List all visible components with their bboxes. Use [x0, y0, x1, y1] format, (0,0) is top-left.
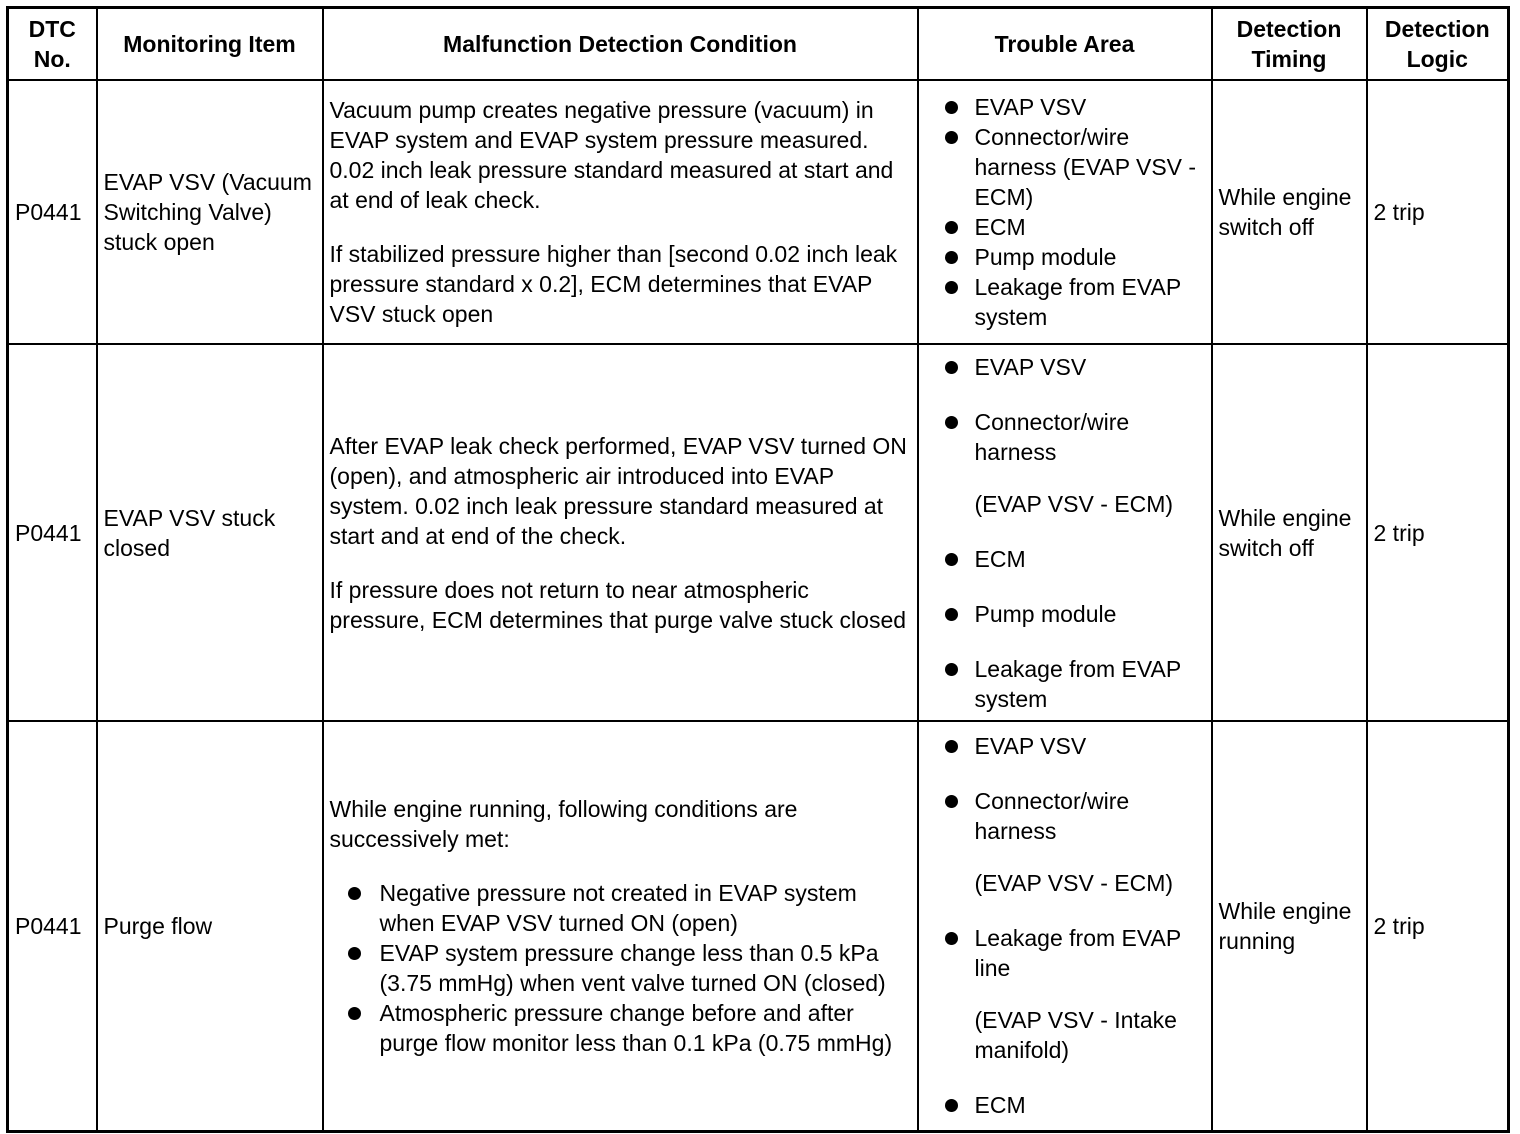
- list-item: ECM: [925, 544, 1205, 574]
- dtc-code: P0441: [8, 80, 97, 344]
- dtc-code: P0441: [8, 721, 97, 1131]
- list-item: EVAP system pressure change less than 0.5 kPa (3.75 mmHg) when vent valve turned ON (closed): [330, 938, 911, 998]
- detection-logic: 2 trip: [1367, 344, 1509, 721]
- header-detection-logic: Detection Logic: [1367, 8, 1509, 81]
- condition-cell: [323, 344, 918, 721]
- list-item: EVAP VSV: [925, 352, 1205, 382]
- header-condition: Malfunction Detection Condition: [323, 8, 918, 81]
- list-item: Leakage from EVAP line: [925, 923, 1205, 983]
- monitoring-item: EVAP VSV stuck closed: [97, 344, 323, 721]
- condition-list: [330, 878, 911, 1058]
- header-detection-timing: Detection Timing: [1212, 8, 1367, 81]
- list-item: Negative pressure not created in EVAP system when EVAP VSV turned ON (open): [330, 878, 911, 938]
- monitoring-item: EVAP VSV (Vacuum Switching Valve) stuck open: [97, 80, 323, 344]
- header-monitoring-item: Monitoring Item: [97, 8, 323, 81]
- condition-text: If stabilized pressure higher than [second 0.02 inch leak pressure standard x 0.2], ECM determines that EVAP VSV stuck open: [329, 241, 898, 327]
- condition-text: If pressure does not return to near atmospheric pressure, ECM determines that purge valve stuck closed: [329, 576, 907, 633]
- header-row: [8, 8, 1509, 81]
- table-row: [8, 80, 1509, 344]
- detection-logic: 2 trip: [1367, 80, 1509, 344]
- condition-text: After EVAP leak check performed, EVAP VSV turned ON (open), and atmospheric air introduced into EVAP system. 0.02 inch leak pressure standard measured at start and at end of the check.: [329, 432, 907, 549]
- condition-text: While engine running, following conditions are successively met:: [329, 795, 798, 852]
- detection-timing: While engine switch off: [1212, 80, 1367, 344]
- condition-cell: [323, 80, 918, 344]
- condition-cell: [323, 721, 918, 1131]
- header-trouble-area: Trouble Area: [918, 8, 1212, 81]
- dtc-code: P0441: [8, 344, 97, 721]
- list-item-continuation: (EVAP VSV - Intake manifold): [974, 1007, 1177, 1064]
- list-item: Leakage from EVAP system: [925, 272, 1205, 332]
- list-item: Pump module: [925, 242, 1205, 272]
- detection-timing: While engine running: [1212, 721, 1367, 1131]
- trouble-area-cell: [918, 721, 1212, 1131]
- header-dtc-no: DTC No.: [8, 8, 97, 81]
- list-item: Pump module: [925, 599, 1205, 629]
- list-item: Connector/wire harness: [925, 407, 1205, 467]
- trouble-area-cell: [918, 80, 1212, 344]
- table-row: [8, 721, 1509, 1131]
- condition-text: Vacuum pump creates negative pressure (vacuum) in EVAP system and EVAP system pressure measured. 0.02 inch leak pressure standard measured at start and at end of leak check.: [329, 97, 894, 213]
- monitoring-item: Purge flow: [97, 721, 323, 1131]
- trouble-area-list: [925, 731, 1205, 1120]
- trouble-area-list: [925, 92, 1205, 332]
- dtc-table: [6, 6, 1510, 1133]
- list-item: Atmospheric pressure change before and after purge flow monitor less than 0.1 kPa (0.75 mmHg): [330, 998, 911, 1058]
- list-item: EVAP VSV: [925, 731, 1205, 761]
- list-item: ECM: [925, 1090, 1205, 1120]
- list-item: EVAP VSV: [925, 92, 1205, 122]
- list-item-continuation: (EVAP VSV - ECM): [974, 870, 1174, 897]
- detection-timing: While engine switch off: [1212, 344, 1367, 721]
- list-item: ECM: [925, 212, 1205, 242]
- list-item: Leakage from EVAP system: [925, 654, 1205, 714]
- list-item-continuation: (EVAP VSV - ECM): [974, 490, 1174, 517]
- list-item: Connector/wire harness (EVAP VSV - ECM): [925, 122, 1205, 212]
- table-row: [8, 344, 1509, 721]
- detection-logic: 2 trip: [1367, 721, 1509, 1131]
- trouble-area-list: [925, 352, 1205, 714]
- trouble-area-cell: [918, 344, 1212, 721]
- list-item: Connector/wire harness: [925, 786, 1205, 846]
